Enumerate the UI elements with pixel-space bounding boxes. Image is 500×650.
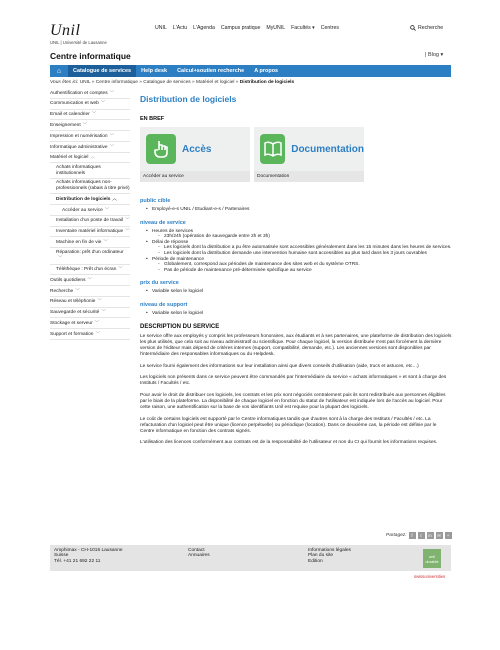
list-item: • Délai de réponse ◦ Les logiciels dont la distribution a pu être automatisée sont accessibles généralement dans les 15 minutes dans les heures de services. ◦ Les logiciels dont la distribution demande une intervention humaine sont accessibles au plus tard dans les 3 jours ouvrables <box>146 240 452 257</box>
en-bref-heading: EN BREF <box>140 116 165 122</box>
unil-logo-subtitle: UNIL | Université de Lausanne <box>50 40 107 45</box>
footer-legal <box>304 545 424 571</box>
chevron-down-icon: ﹀ <box>109 132 115 138</box>
list-item: • Heures de services ◦ 23h/24h (opération de sauvegarde entre 2h et 3h) <box>146 229 452 240</box>
chevron-down-icon: ﹀ <box>109 89 115 95</box>
chevron-down-icon: ﹀ <box>125 217 130 223</box>
page-title: Distribution de logiciels <box>140 94 237 104</box>
sidebar-item-email[interactable]: Email et calendrier ﹀ <box>50 110 130 121</box>
site-title[interactable]: Centre informatique <box>50 51 131 61</box>
chevron-up-icon: ︿ <box>112 195 117 201</box>
card-documentation-caption[interactable]: Documentation <box>254 171 364 182</box>
chevron-down-icon: ﹀ <box>100 100 106 106</box>
chevron-down-icon: ﹀ <box>103 238 108 244</box>
card-documentation[interactable] <box>254 127 364 182</box>
description-paragraph: Le service fourni également des informations sur leur installation ainsi que divers conseils d'utilisation (aide, trucs et astuces, etc…) <box>140 363 419 369</box>
sidebar-item-communication[interactable]: Communication et web ﹀ <box>50 99 130 110</box>
home-icon[interactable]: ⌂ <box>56 67 62 75</box>
card-documentation-word: Documentation <box>291 143 364 155</box>
footer-link-edition[interactable]: Edition <box>308 558 323 564</box>
footer-address: Amphimax - CH-1015 Lausanne Suisse Tél. +41 21 692 22 11 <box>54 548 123 564</box>
search-link[interactable] <box>410 25 443 31</box>
sidebar-item-fin-de-vie[interactable]: Machine en fin de vie ﹀ <box>50 237 130 248</box>
sidebar-item-stockage[interactable]: Stockage et serveur ﹀ <box>50 318 130 329</box>
footer-link-plan[interactable]: Plan du site <box>308 553 334 559</box>
chevron-down-icon: ﹀ <box>109 143 115 149</box>
breadcrumb <box>50 80 294 85</box>
chevron-down-icon: ﹀ <box>104 206 110 212</box>
breadcrumb-current: Distribution de logiciels <box>239 80 295 85</box>
topnav-centres[interactable]: Centres <box>320 25 339 31</box>
unil-durable-badge[interactable]: unil durable <box>423 549 441 568</box>
main-nav <box>50 65 451 77</box>
service-cards <box>140 127 452 182</box>
description-paragraph: Les logiciels non présents dans ce service peuvent être commandés par l'intermédiaire du service « achats informatiques » et sont à charge des Instituts / Facultés / etc. <box>140 375 447 387</box>
search-icon <box>410 25 416 31</box>
hand-pointer-icon <box>146 134 176 164</box>
footer-link-contact[interactable]: Contact <box>188 548 205 553</box>
list-item: ◦ Pas de période de maintenance pré-déterminée spécifique au service <box>158 268 452 274</box>
public-cible-list <box>146 207 452 213</box>
description-paragraph: Pour avoir le droit de distribuer ces logiciels, les contrats et les prix sont négociés centralement puis ils sont redistribués aux personnes éligibles par le biais de la plateforme. La disponibilité de chaque logiciel en fonction du statut de l'utilisateur est indiquée lors de l'accès au logiciel. Pour cette raison, une authentification sur la base de vos identifiants Unil est requise pour la plupart des logiciels. <box>140 392 446 411</box>
topnav-actu[interactable]: L'Actu <box>172 25 188 31</box>
topnav-campus[interactable]: Campus pratique <box>220 25 261 31</box>
share-label: Partagez: <box>386 533 407 538</box>
card-acces[interactable] <box>140 127 250 182</box>
card-acces-word: Accès <box>182 143 212 155</box>
unil-logo[interactable]: Unil <box>50 22 81 39</box>
twitter-icon[interactable]: t <box>418 532 425 539</box>
sidebar-item-acceder[interactable]: Accéder au service ﹀ <box>50 205 130 216</box>
mainnav-catalogue[interactable]: Catalogue de services <box>68 65 136 77</box>
breadcrumb-path[interactable]: UNIL » Centre informatique » Catalogue de services » Matériel et logiciel » <box>79 80 239 85</box>
share-bar <box>386 532 452 539</box>
footer-link-legal[interactable]: Informations légales <box>308 548 351 553</box>
list-item: • Période de maintenance ◦ Globalement, correspond aux périodes de maintenance des sites web et du système OTRS. ◦ Pas de période de maintenance pré-déterminée spécifique au service <box>146 257 452 274</box>
sidebar-item-impression[interactable]: Impression et numérisation ﹀ <box>50 131 130 142</box>
list-item: ◦ Les logiciels dont la distribution demande une intervention humaine sont accessibles au plus tard dans les 3 jours ouvrables <box>158 251 452 257</box>
breadcrumb-prefix: Vous êtes ici: <box>50 80 79 85</box>
card-acces-caption[interactable]: Accéder au service <box>140 171 250 182</box>
niveau-service-list <box>146 229 452 274</box>
prix-list <box>146 289 452 295</box>
facebook-icon[interactable]: f <box>409 532 416 539</box>
sidebar-item-achats-institutionnels[interactable]: Achats informatiques institutionnels <box>50 163 130 178</box>
list-item: ◦ 23h/24h (opération de sauvegarde entre 2h et 3h) <box>158 234 452 240</box>
sidebar-item-distribution[interactable]: Distribution de logiciels ︿ <box>50 194 130 205</box>
sidebar-item-reparation[interactable]: Réparation: prêt d'un ordinateur﹀ <box>50 248 130 264</box>
list-item: • Variable selon le logiciel <box>146 311 452 317</box>
support-heading: niveau de support <box>140 301 188 308</box>
plus-icon[interactable]: + <box>445 532 452 539</box>
chevron-down-icon: ﹀ <box>97 298 102 304</box>
sidebar-item-authentification[interactable]: Authentification et comptes ﹀ <box>50 88 130 99</box>
chevron-down-icon: ﹀ <box>101 309 106 315</box>
chevron-down-icon: ﹀ <box>75 287 80 293</box>
search-label: Recherche <box>418 25 444 31</box>
main-content <box>140 94 452 452</box>
niveau-service-heading: niveau de service <box>140 219 186 226</box>
mail-icon[interactable]: ✉ <box>437 532 441 538</box>
mainnav-apropos[interactable]: A propos <box>254 68 279 74</box>
sidebar-item-outils[interactable]: Outils quotidiens ﹀ <box>50 275 130 286</box>
chevron-down-icon: ﹀ <box>58 255 63 261</box>
sidebar-item-sauvegarde[interactable]: Sauvegarde et sécurité ﹀ <box>50 308 130 319</box>
top-nav <box>155 25 339 31</box>
sidebar-item-reseau[interactable]: Réseau et téléphonie ﹀ <box>50 297 130 308</box>
book-icon <box>260 134 285 164</box>
list-item: • Employé-e-s UNIL / Etudiant-e-s / Partenaires <box>146 207 452 213</box>
topnav-unil[interactable]: UNIL <box>155 25 167 31</box>
list-item: ◦ Globalement, correspond aux périodes de maintenance des sites web et du système OTRS. <box>158 262 452 268</box>
footer-link-annuaires[interactable]: Annuaires <box>188 553 210 559</box>
sidebar <box>50 88 130 340</box>
mainnav-calcul[interactable]: Calcul+soutien recherche <box>177 68 245 74</box>
prix-heading: prix du service <box>140 280 179 287</box>
sidebar-item-support[interactable]: Support et formation ﹀ <box>50 329 130 340</box>
chevron-down-icon: ﹀ <box>125 228 130 234</box>
chevron-down-icon: ﹀ <box>87 276 92 282</box>
list-item: ◦ Les logiciels dont la distribution a pu être automatisée sont accessibles généralement dans les 15 minutes dans les heures de services. <box>158 245 452 251</box>
list-item: • Variable selon le logiciel <box>146 289 452 295</box>
public-cible-heading: public cible <box>140 198 171 204</box>
description-heading: DESCRIPTION DU SERVICE <box>140 323 220 330</box>
sidebar-item-achats-prives[interactable]: Achats informatiques non-professionnels (rabais à titre privé) <box>50 179 130 194</box>
linkedin-icon[interactable]: in <box>428 533 432 538</box>
chevron-down-icon: ﹀ <box>91 111 97 117</box>
description-paragraph: Le service offre aux employés y compris les professeurs honoraires, aux étudiants et à ses partenaires, une plateforme de distribution des logiciels les plus utilisés, que cela soit au niveau administratif ou scientifique. Pour chaque logiciel, la version distribuée n'est pas forcément la dernière version de l'éditeur mais dépend de critères internes (support, compatibilité, demande, etc.). Les anciennes versions sont disponibles par l'intermédiaire des responsables informatiques ou du Helpdesk. <box>140 333 452 358</box>
chevron-down-icon: ﹀ <box>82 121 88 127</box>
footer-contact <box>184 545 304 571</box>
sidebar-item-inventaire[interactable]: Inventaire matériel informatique ﹀ <box>50 227 130 238</box>
sidebar-item-recherche[interactable]: Recherche ﹀ <box>50 286 130 297</box>
card-acces-image <box>140 127 250 171</box>
description-paragraph: Le coût de certains logiciels est supporté par le Centre informatiques tandis que d'autres sont à la charge des Instituts / Facultés / etc. La refacturation d'un logiciel peut être unique (licence perpétuelle) ou périodique (location). Dans ce deuxième cas, la période est définie par le Centre informatique en fonction des contrats signés. <box>140 416 437 435</box>
support-list <box>146 311 452 317</box>
description-paragraph: L'utilisation des licences conformément aux contrats est de la responsabilité de l'utilisateur et non du CI qui fournit les informations requises. <box>140 440 438 446</box>
topnav-agenda[interactable]: L'Agenda <box>193 25 215 31</box>
footer <box>50 545 451 571</box>
topnav-myunil[interactable]: MyUNIL <box>266 25 286 31</box>
card-documentation-image <box>254 127 364 171</box>
topnav-facultes[interactable]: Facultés ▾ <box>291 25 315 31</box>
sidebar-item-informatique-admin[interactable]: Informatique administrative ﹀ <box>50 142 130 153</box>
sidebar-item-installation[interactable]: Installation d'un poste de travail ﹀ <box>50 216 130 227</box>
chevron-down-icon: ﹀ <box>95 330 100 336</box>
swissuniversities-credit[interactable]: swissuniversities <box>414 574 446 579</box>
mainnav-helpdesk[interactable]: Help desk <box>141 68 168 74</box>
blog-link[interactable]: | Blog ▾ <box>425 52 444 58</box>
sidebar-item-teletheque[interactable]: Téléthèque : Prêt d'un écran ﹀ <box>50 265 130 276</box>
chevron-down-icon: ﹀ <box>118 266 123 272</box>
chevron-down-icon: ﹀ <box>94 320 100 325</box>
sidebar-item-enseignement[interactable]: Enseignement ﹀ <box>50 120 130 131</box>
sidebar-item-materiel[interactable]: Matériel et logiciel ︿ <box>50 153 130 164</box>
chevron-up-icon: ︿ <box>90 154 95 160</box>
